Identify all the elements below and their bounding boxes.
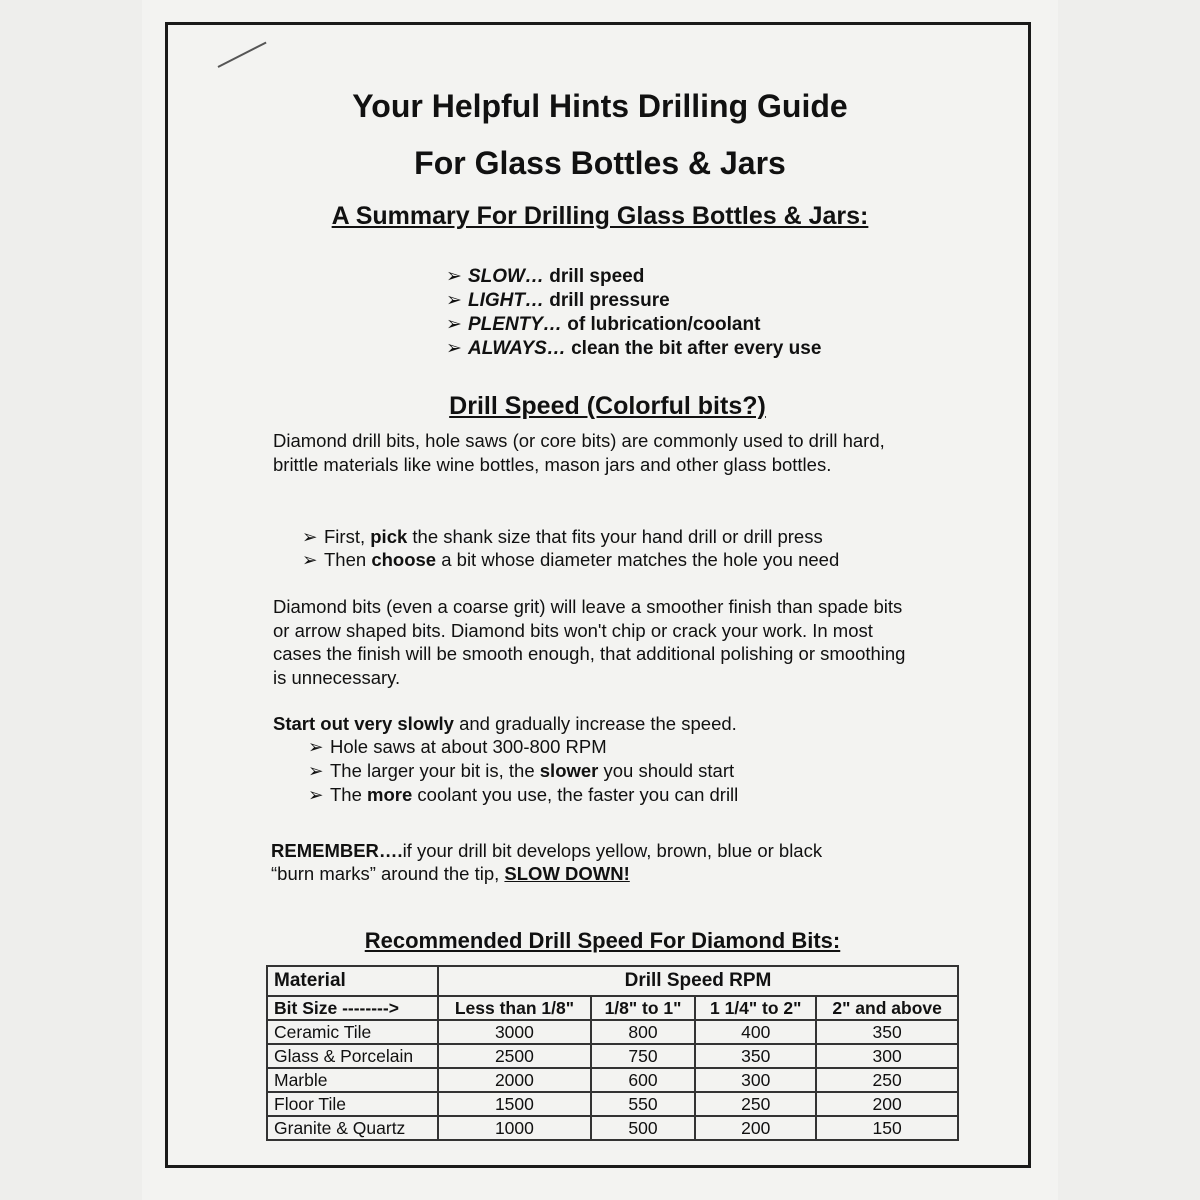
- size-header: Less than 1/8": [438, 996, 591, 1020]
- rpm-cell: 2500: [438, 1044, 591, 1068]
- rpm-cell: 400: [695, 1020, 816, 1044]
- pick-bullet: ➢ Then choose a bit whose diameter matches the hole you need: [302, 549, 840, 570]
- arrow-bullet-icon: ➢: [308, 736, 324, 757]
- rpm-cell: 600: [591, 1068, 695, 1092]
- pick-bullet: ➢ First, pick the shank size that fits your hand drill or drill press: [302, 526, 823, 547]
- remember-line-1: REMEMBER….if your drill bit develops yellow, brown, blue or black: [271, 840, 823, 861]
- size-header: 2" and above: [816, 996, 958, 1020]
- rpm-cell: 1000: [438, 1116, 591, 1140]
- arrow-bullet-icon: ➢: [446, 266, 462, 287]
- drill-speed-heading: Drill Speed (Colorful bits?): [449, 392, 766, 420]
- header-material: Material: [267, 966, 438, 996]
- rpm-cell: 250: [816, 1068, 958, 1092]
- speed-bullet: ➢ Hole saws at about 300-800 RPM: [308, 736, 607, 757]
- rpm-cell: 800: [591, 1020, 695, 1044]
- material-cell: Glass & Porcelain: [267, 1044, 438, 1068]
- rpm-cell: 750: [591, 1044, 695, 1068]
- arrow-bullet-icon: ➢: [302, 549, 318, 570]
- material-cell: Granite & Quartz: [267, 1116, 438, 1140]
- summary-bullet: ➢ PLENTY… of lubrication/coolant: [446, 314, 761, 335]
- remember-line-2: “burn marks” around the tip, SLOW DOWN!: [271, 863, 630, 884]
- summary-bullet: ➢ SLOW… drill speed: [446, 266, 645, 287]
- start-slowly-line: Start out very slowly and gradually increase the speed.: [273, 713, 737, 734]
- rpm-cell: 350: [695, 1044, 816, 1068]
- arrow-bullet-icon: ➢: [308, 760, 324, 781]
- size-header: 1 1/4" to 2": [695, 996, 816, 1020]
- rpm-cell: 350: [816, 1020, 958, 1044]
- size-header: 1/8" to 1": [591, 996, 695, 1020]
- arrow-bullet-icon: ➢: [302, 526, 318, 547]
- arrow-bullet-icon: ➢: [308, 784, 324, 805]
- table-row: [267, 1020, 958, 1044]
- table-row: [267, 1068, 958, 1092]
- table-row: [267, 1044, 958, 1068]
- rpm-cell: 300: [695, 1068, 816, 1092]
- arrow-bullet-icon: ➢: [446, 314, 462, 335]
- table-row: [267, 1116, 958, 1140]
- material-cell: Floor Tile: [267, 1092, 438, 1116]
- summary-bullet: ➢ ALWAYS… clean the bit after every use: [446, 338, 822, 359]
- header-drill-speed: Drill Speed RPM: [438, 966, 958, 996]
- drill-speed-table: [266, 965, 959, 1141]
- rpm-cell: 550: [591, 1092, 695, 1116]
- rpm-cell: 200: [816, 1092, 958, 1116]
- rpm-cell: 2000: [438, 1068, 591, 1092]
- paragraph-intro: Diamond drill bits, hole saws (or core bits) are commonly used to drill hard, brittle materials like wine bottles, mason jars and other glass bottles.: [273, 430, 885, 475]
- arrow-bullet-icon: ➢: [446, 338, 462, 359]
- rpm-cell: 250: [695, 1092, 816, 1116]
- arrow-bullet-icon: ➢: [446, 290, 462, 311]
- rpm-cell: 1500: [438, 1092, 591, 1116]
- title-line-2: For Glass Bottles & Jars: [414, 145, 786, 181]
- bit-size-label: Bit Size -------->: [267, 996, 438, 1020]
- rpm-cell: 200: [695, 1116, 816, 1140]
- material-cell: Ceramic Tile: [267, 1020, 438, 1044]
- title-line-1: Your Helpful Hints Drilling Guide: [352, 88, 848, 124]
- material-cell: Marble: [267, 1068, 438, 1092]
- summary-bullet: ➢ LIGHT… drill pressure: [446, 290, 670, 311]
- rpm-cell: 300: [816, 1044, 958, 1068]
- rpm-cell: 3000: [438, 1020, 591, 1044]
- rpm-cell: 500: [591, 1116, 695, 1140]
- table-row: [267, 1092, 958, 1116]
- speed-bullet: ➢ The more coolant you use, the faster you can drill: [308, 784, 739, 805]
- table-heading: Recommended Drill Speed For Diamond Bits:: [364, 928, 841, 953]
- paragraph-finish: Diamond bits (even a coarse grit) will leave a smoother finish than spade bits or arrow shaped bits. Diamond bits won't chip or crack your work. In most cases the finish will be smooth enough, that additional polishing or smoothing is unnecessary.: [273, 596, 906, 688]
- rpm-cell: 150: [816, 1116, 958, 1140]
- speed-bullet: ➢ The larger your bit is, the slower you should start: [308, 760, 735, 781]
- summary-heading: A Summary For Drilling Glass Bottles & Jars:: [331, 202, 869, 230]
